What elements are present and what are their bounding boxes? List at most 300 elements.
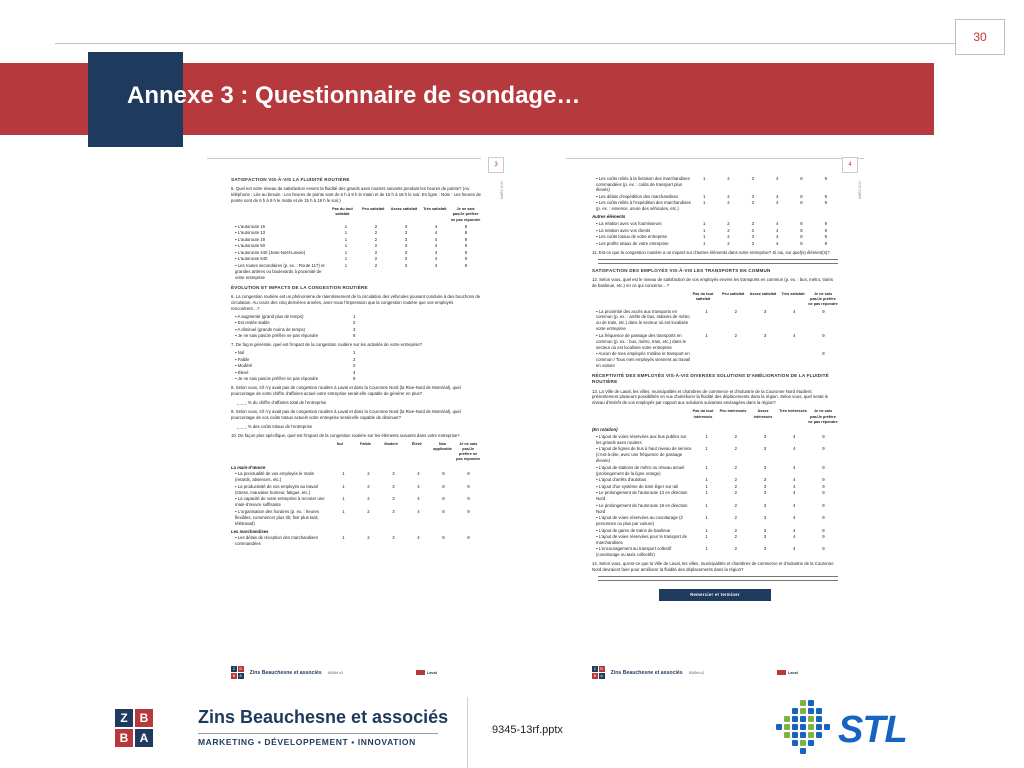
stl-dot	[792, 740, 798, 746]
scale-value: 2	[734, 433, 737, 439]
scale-value: 4	[793, 546, 796, 552]
row-label: ▪ L'ajout de lignes de bus à haut niveau de service (c'est-à-dire, avec une fréquence de passage élevée)	[596, 446, 692, 464]
scale-value: 9	[822, 446, 825, 452]
file-name: 9345-13rf.pptx	[492, 724, 563, 736]
table-row	[592, 446, 838, 464]
brand-rule	[198, 733, 438, 734]
question-7: 7. De façon générale, quel est l'impact de la congestion routière sur les activités de votre entreprise?	[231, 342, 423, 348]
scale-header-cell: Pas du tout satisfait	[692, 291, 714, 302]
scale-value: 9	[822, 483, 825, 489]
scale-value: 1	[705, 527, 708, 533]
scale-value: 8	[800, 227, 803, 233]
scale-value: 4	[793, 464, 796, 470]
row-label: ▪ Le prolongement de l'autoroute 19 en direction Nord	[596, 502, 688, 514]
scale-value: 4	[417, 496, 420, 502]
scale-value: 4	[793, 534, 796, 540]
section-heading: ÉVOLUTION ET IMPACTS DE LA CONGESTION ROUTIÈRE	[231, 284, 368, 290]
table-row	[231, 250, 481, 256]
scale-header-cell: Pas du tout satisfait	[332, 207, 353, 217]
scale-value: 9	[822, 502, 825, 508]
scale-value: 1	[705, 477, 708, 483]
scale-value: 3	[763, 446, 767, 452]
row-label: ▪ La ponctualité de vos employés le matin (retards, absences, etc.)	[235, 471, 315, 483]
sheet-page-number: 4	[842, 157, 858, 173]
scale-value: 1	[342, 535, 345, 541]
table-row	[592, 351, 838, 369]
scale-value: 1	[702, 175, 706, 181]
question-8-answer: _ _ _ % du chiffre d'affaires total de l'entreprise	[237, 399, 327, 405]
scale-value: 4	[775, 193, 779, 199]
scale-value: 4	[353, 369, 356, 375]
row-label: ▪ L'ajout d'arrêts d'autobus	[596, 477, 647, 483]
stl-dot	[816, 716, 822, 722]
scale-value: 4	[793, 490, 796, 496]
row-label: ▪ L'ajout de stations de métro ou réseau actuel (prolongement de la ligne orange)	[596, 464, 685, 476]
scale-value: 2	[734, 490, 737, 496]
row-label: ▪ L'ajout de voies réservées aux bus publics sur les grands axes routiers	[596, 433, 687, 445]
scale-value: 9	[824, 200, 827, 206]
scale-header-cell: Non applicable	[433, 441, 452, 451]
scale-value: 8	[442, 508, 445, 514]
scale-value: 1	[705, 308, 708, 314]
question-13: 13. La Ville de Laval, les villes, municipalités et chambres de commerce et d'industrie de la Couronne Nord étudient présentement plusieurs possibilités en vue d'améliorer la fluidité des déplacements dans la région. Selon vous, quel serait le niveau d'intérêt de vos employés par rapport aux solutions suivantes envisagées dans la région?	[592, 388, 829, 406]
scale-value: 9	[464, 249, 468, 255]
scale-value: 9	[822, 332, 825, 338]
questionnaire-page-left	[207, 155, 504, 685]
stl-dot	[784, 732, 790, 738]
scale-value: 3	[751, 234, 755, 240]
table-row	[231, 224, 481, 230]
row-label: ▪ Les délais de réception des marchandises commandées	[235, 535, 318, 547]
scale-value: 1	[705, 483, 708, 489]
scale-header-cell: Je ne sais pas/Je préfère ne pas répondre	[456, 441, 481, 462]
row-label: ▪ La capacité de votre entreprise à recruter une main-d'œuvre suffisante	[235, 496, 325, 508]
footer-divider	[467, 697, 468, 768]
list-item	[231, 363, 481, 369]
question-9: 9. Selon vous, s'il n'y avait pas de congestion routière à Laval et dans la Couronne Nord (la Rive-Nord de Montréal), quel pourcentage de vos coûts totaux actuels votre entreprise serait-elle capable de diminuer?	[231, 408, 461, 420]
scale-value: 9	[353, 376, 356, 382]
list-item	[231, 376, 481, 382]
scale-value: 1	[702, 193, 706, 199]
answer-line	[598, 576, 838, 577]
scale-value: 9	[824, 227, 827, 233]
row-label: ▪ Les routes secondaires (p. ex. : Route 117) et grandes artères ou boulevards à proximité de votre entreprise	[235, 262, 325, 280]
stl-dot	[800, 708, 806, 714]
scale-value: 2	[374, 249, 378, 255]
scale-value: 2	[734, 446, 737, 452]
scale-value: 2	[734, 464, 737, 470]
scale-value: 3	[404, 249, 408, 255]
scale-value: 2	[374, 223, 378, 229]
section-heading: RÉCEPTIVITÉ DES EMPLOYÉS VIS-À-VIS DIVERSES SOLUTIONS D'AMÉLIORATION DE LA FLUIDITÉ ROUTIÈRE	[592, 372, 829, 385]
stl-dot	[800, 700, 806, 706]
table-row	[592, 465, 838, 477]
row-label: ▪ L'autoroute 640	[235, 256, 268, 262]
scale-value: 2	[727, 200, 730, 206]
scale-value: 8	[800, 175, 803, 181]
page-number-box	[955, 19, 1005, 55]
stl-dot	[792, 732, 798, 738]
scale-value: 3	[763, 527, 767, 533]
table-row	[231, 496, 481, 508]
list-item	[231, 357, 481, 363]
table-row	[231, 509, 481, 527]
sheet-brand: Zins Beauchesne et associés	[249, 669, 322, 676]
sheet-footer	[231, 666, 481, 679]
scale-value: 2	[727, 193, 730, 199]
row-label: ▪ L'encouragement au transport collectif (covoiturage ou taxis collectifs)	[596, 546, 672, 558]
company-tagline: MARKETING ▪ DÉVELOPPEMENT ▪ INNOVATION	[198, 737, 416, 747]
scale-value: 1	[342, 471, 345, 477]
scale-value: 4	[434, 236, 438, 242]
scale-value: 4	[775, 200, 779, 206]
questionnaire-page-right	[566, 155, 864, 685]
scale-value: 3	[751, 175, 755, 181]
scale-value	[692, 351, 721, 357]
scale-value: 2	[734, 308, 737, 314]
table-row	[592, 484, 838, 490]
stl-dot	[824, 724, 830, 730]
scale-value: 3	[751, 200, 755, 206]
scale-value: 3	[751, 193, 755, 199]
scale-value: 3	[404, 230, 408, 236]
scale-value: 3	[404, 223, 408, 229]
scale-value: 8	[800, 221, 803, 227]
scale-value: 2	[734, 515, 737, 521]
stl-dot	[800, 748, 806, 754]
scale-value: 1	[702, 240, 706, 246]
scale-value: 9	[464, 230, 468, 236]
sheet-code: 9345rf-v3	[688, 670, 704, 675]
table-row	[592, 534, 838, 546]
scale-header-cell: Faible	[360, 441, 371, 446]
scale-value: 8	[442, 535, 445, 541]
question-10: 10. De façon plus spécifique, quel est l'impact de la congestion routière sur les éléments suivants dans votre entreprise?	[231, 432, 460, 438]
scale-value: 1	[705, 446, 708, 452]
table-row	[231, 263, 481, 281]
scale-header-cell: Je ne sais pas/Je préfère ne pas répondre	[808, 409, 838, 424]
scale-value: 1	[705, 515, 708, 521]
scale-value: 4	[434, 262, 438, 268]
scale-value: 9	[824, 221, 827, 227]
scale-value: 2	[734, 332, 737, 338]
scale-header-cell: Très satisfait	[423, 207, 447, 212]
scale-value: 1	[702, 221, 706, 227]
row-label: ▪ L'ajout de voies réservées au covoiturage (2 personnes ou plus par voiture)	[596, 515, 683, 527]
scale-value: 1	[705, 546, 708, 552]
sheet-brand: Zins Beauchesne et associés	[610, 669, 683, 676]
stl-dot	[808, 708, 814, 714]
question-8: 8. Selon vous, s'il n'y avait pas de congestion routière à Laval et dans la Couronne Nord (la Rive-Nord de Montréal), quel pourcentage de votre chiffre d'affaires actuel votre entreprise serait-elle capable de générer en plus?	[231, 385, 461, 397]
scale-value: 2	[734, 534, 737, 540]
table-row	[231, 256, 481, 262]
stl-dot	[816, 732, 822, 738]
scale-value: 4	[417, 483, 420, 489]
row-label: ▪ Le prolongement de l'autoroute 13 en direction Nord	[596, 490, 688, 502]
sheet-code: 9345rf-v3	[327, 670, 343, 675]
scale-value: 3	[353, 363, 356, 369]
scale-value: 4	[793, 332, 796, 338]
row-label: ▪ L'autoroute 15	[235, 223, 266, 229]
scale-value: 9	[467, 496, 470, 502]
row-label: ▪ Faible	[235, 356, 250, 362]
scale-value: 2	[734, 477, 737, 483]
scale-value: 2	[374, 243, 378, 249]
scale-header-cell: Assez satisfait	[390, 207, 418, 212]
list-item	[231, 327, 481, 333]
scale-value: 2	[367, 508, 370, 514]
scale-value: 4	[793, 515, 796, 521]
row-label: ▪ La relation avec vos clients	[596, 227, 651, 233]
list-item	[231, 350, 481, 356]
scale-value: 2	[727, 240, 730, 246]
scale-value: 9	[824, 240, 827, 246]
row-label: ▪ L'ajout de voies réservées pour le transport de marchandises	[596, 534, 687, 545]
question-9-answer: _ _ _ % des coûts totaux de l'entreprise	[237, 423, 313, 429]
scale-value: 4	[417, 471, 420, 477]
scale-value: 9	[464, 262, 468, 268]
scale-value: 8	[800, 234, 803, 240]
scale-header	[592, 292, 838, 308]
scale-value: 8	[442, 496, 445, 502]
scale-value: 9	[822, 433, 825, 439]
stl-dot	[800, 724, 806, 730]
table-row	[592, 234, 838, 240]
scale-value: 9	[822, 477, 825, 483]
row-label: ▪ Les coûts reliés à la livraison des marchandises commandées (p. ex. : coûts de transport plus élevés)	[596, 175, 690, 193]
scale-value: 4	[793, 308, 796, 314]
row-label: ▪ Je ne sais pas/Je préfère ne pas répondre	[235, 333, 319, 339]
row-label: ▪ L'ajout d'un système de tram léger sur rail	[596, 483, 679, 489]
answer-line	[598, 259, 838, 260]
list-item	[231, 370, 481, 376]
scale-value: 3	[763, 308, 767, 314]
scale-value: 3	[763, 534, 767, 540]
scale-value: 4	[793, 446, 796, 452]
stl-dot	[808, 700, 814, 706]
header-rule	[55, 43, 955, 44]
page-number: 30	[973, 30, 987, 44]
row-label: ▪ Les délais d'expédition des marchandises	[596, 193, 679, 199]
scale-value: 2	[353, 356, 356, 362]
scale-value: 9	[822, 546, 825, 552]
table-row	[592, 546, 838, 558]
stl-dot	[776, 724, 782, 730]
scale-value: 3	[392, 508, 395, 514]
scale-value: 1	[344, 236, 348, 242]
stl-dot	[808, 716, 814, 722]
scale-value: 9	[822, 464, 825, 470]
zba-logo: Z B B A	[593, 667, 603, 678]
scale-value: 4	[793, 502, 796, 508]
stl-dot	[808, 732, 814, 738]
row-label: ▪ La proximité des accès aux transports en commun (p. ex. : arrêts de bus, stations de métro ou de train, etc.) dans le secteur où est localisée votre entreprise	[596, 308, 690, 332]
row-label: ▪ L'ajout de gares de trains de banlieue	[596, 527, 671, 533]
scale-value: 1	[705, 534, 708, 540]
table-row	[592, 333, 838, 351]
sheet-footer	[592, 666, 842, 679]
table-row	[592, 221, 838, 227]
scale-value: 1	[705, 332, 708, 338]
question-12: 12. Selon vous, quel est le niveau de satisfaction de vos employés envers les transports en commun (p. ex. : bus, métro, trains de banlieue, etc.) en ce qui concerne…?	[592, 276, 833, 288]
table-row	[592, 515, 838, 527]
stl-logo: STL	[838, 709, 907, 751]
table-row	[592, 194, 838, 200]
stl-dot	[816, 708, 822, 714]
scale-value: 2	[367, 496, 370, 502]
scale-header-cell: Assez intéressés	[753, 409, 773, 419]
scale-value: 1	[344, 243, 348, 249]
scale-value: 3	[763, 490, 767, 496]
sheet-rule	[566, 158, 864, 159]
scale-value: 2	[374, 230, 378, 236]
scale-value: 1	[353, 350, 356, 356]
scale-value	[750, 351, 779, 357]
scale-value: 1	[344, 230, 348, 236]
scale-value: 9	[822, 308, 825, 314]
scale-value: 8	[800, 193, 803, 199]
scale-value: 2	[734, 483, 737, 489]
table-row	[592, 241, 838, 247]
scale-value: 8	[442, 471, 445, 477]
table-row	[592, 200, 838, 212]
scale-value: 1	[344, 223, 348, 229]
scale-value: 3	[404, 236, 408, 242]
scale-value: 3	[404, 256, 408, 262]
scale-value: 9	[467, 508, 470, 514]
scale-value: 1	[344, 249, 348, 255]
row-label: ▪ A diminué (grands moins de temps)	[235, 326, 306, 332]
scale-value: 8	[800, 240, 803, 246]
table-row	[592, 503, 838, 515]
table-row	[592, 228, 838, 234]
table-row	[592, 176, 838, 194]
scale-value: 2	[374, 262, 378, 268]
stl-dot	[816, 724, 822, 730]
slide-title: Annexe 3 : Questionnaire de sondage…	[127, 82, 581, 109]
scale-header-cell: Peu intéressés	[719, 409, 747, 414]
scale-value: 1	[344, 262, 348, 268]
scale-header-cell: Nul	[336, 441, 343, 446]
scale-value: 8	[442, 483, 445, 489]
table-row	[231, 230, 481, 236]
scale-value: 2	[727, 234, 730, 240]
table-row	[592, 434, 838, 446]
scale-value: 9	[464, 256, 468, 262]
scale-header-cell: Modéré	[384, 441, 398, 446]
question-6: 6. La congestion routière est un phénomène de ralentissement de la circulation des véhicules pouvant conduire à des bouchons de circulation. Au cours des cinq dernières années, avez-vous l'impression que la congestion routière que vos employés rencontrent…?	[231, 293, 481, 311]
row-label: ▪ Les coûts reliés à l'expédition des marchandises (p. ex. : essence, usure des véhicules, etc.)	[596, 200, 691, 212]
question-14: 14. Selon vous, qu'est-ce que la Ville de Laval, les villes, municipalités et chambres de commerce et d'industrie de la Couronne Nord devraient faire pour améliorer la fluidité des déplacements dans la région?	[592, 561, 834, 573]
scale-value: 3	[763, 502, 767, 508]
stl-dot	[792, 716, 798, 722]
scale-value: 1	[705, 490, 708, 496]
scale-value: 2	[374, 236, 378, 242]
table-row	[592, 490, 838, 502]
scale-value: 9	[824, 175, 827, 181]
scale-value: 3	[751, 227, 755, 233]
stl-dot	[792, 708, 798, 714]
question-5: 5. Quel est votre niveau de satisfaction envers la fluidité des grands axes routiers suivants pendant les heures de pointe? (Au téléphone : Lire au besoin : Les heures de pointe sont de 6 h à 9 h le matin et de 15 h à 18 h le soir. En ligne : Note : Les heures de pointe sont de 6 h à 9 h le matin et de 15 h à 18 h le soir.)	[231, 186, 481, 204]
scale-value: 4	[434, 243, 438, 249]
scale-value: 2	[367, 535, 370, 541]
scale-value: 4	[417, 535, 420, 541]
scale-value: 1	[702, 227, 706, 233]
stl-dots-icon	[770, 698, 840, 756]
scale-value: 1	[344, 256, 348, 262]
table-row	[231, 471, 481, 483]
scale-value: 1	[705, 433, 708, 439]
stl-dot	[800, 716, 806, 722]
scale-header	[592, 409, 838, 425]
group-label: (En rotation)	[592, 427, 618, 433]
scale-value: 9	[822, 534, 825, 540]
scale-value: 1	[705, 502, 708, 508]
scale-value: 3	[392, 496, 395, 502]
stl-dot	[784, 716, 790, 722]
scale-value: 4	[434, 230, 438, 236]
scale-header-cell: Pas du tout intéressés	[692, 409, 714, 419]
scale-value: 2	[367, 483, 370, 489]
scale-value: 1	[702, 200, 706, 206]
list-item	[231, 333, 481, 339]
scale-value: 9	[464, 243, 468, 249]
scale-value: 4	[775, 175, 779, 181]
scale-value: 1	[705, 464, 708, 470]
company-name: Zins Beauchesne et associés	[198, 707, 449, 727]
scale-value: 4	[793, 527, 796, 533]
scale-header	[231, 442, 481, 463]
stl-dot	[808, 740, 814, 746]
scale-value: 3	[751, 221, 755, 227]
scale-header-cell: Très satisfait	[781, 291, 805, 296]
stl-dot	[784, 724, 790, 730]
scale-value: 9	[467, 535, 470, 541]
row-label: ▪ La relation avec vos fournisseurs	[596, 221, 662, 227]
scale-value: 4	[793, 483, 796, 489]
scale-value: 1	[702, 234, 706, 240]
scale-value: 4	[417, 508, 420, 514]
row-label: ▪ Nul	[235, 350, 245, 356]
row-label: ▪ L'autoroute 19	[235, 236, 266, 242]
scale-value: 4	[434, 256, 438, 262]
scale-value: 2	[727, 221, 730, 227]
row-label: ▪ Les coûts totaux de votre entreprise	[596, 234, 668, 240]
group-label: La main-d'œuvre	[231, 464, 266, 470]
scale-value: 9	[822, 527, 825, 533]
sheet-page-number: 3	[488, 157, 504, 173]
scale-value: 4	[793, 477, 796, 483]
scale-value: 3	[763, 477, 767, 483]
row-label: ▪ Modéré	[235, 363, 253, 369]
section-heading: SATISFACTION VIS-À-VIS LA FLUIDITÉ ROUTIÈRE	[231, 177, 350, 182]
table-row	[592, 528, 838, 534]
finish-button: Remercier et terminer	[659, 589, 771, 601]
scale-value: 3	[763, 546, 767, 552]
scale-value: 3	[763, 433, 767, 439]
row-label: ▪ Élevé	[235, 369, 249, 375]
scale-value: 4	[775, 240, 779, 246]
scale-value: 3	[763, 332, 767, 338]
scale-value: 9	[467, 471, 470, 477]
table-row	[231, 243, 481, 249]
scale-value: 2	[727, 227, 730, 233]
laval-logo: Laval	[416, 670, 437, 675]
scale-value: 3	[404, 262, 408, 268]
row-label: ▪ Est restée stable	[235, 320, 270, 326]
scale-value: 2	[734, 502, 737, 508]
scale-header-cell: Élevé	[411, 441, 422, 446]
